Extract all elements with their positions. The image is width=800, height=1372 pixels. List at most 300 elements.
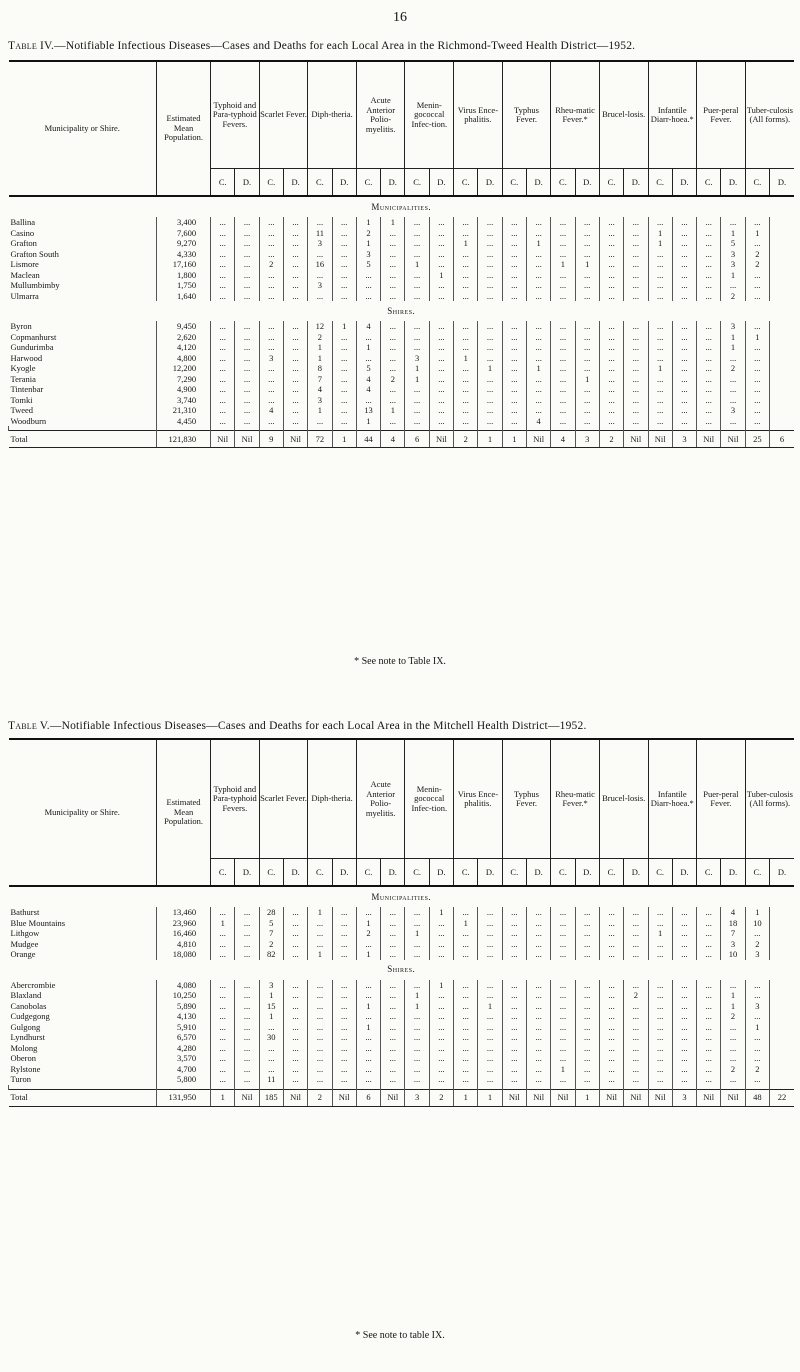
count-cell: ... <box>697 416 721 427</box>
count-cell: ... <box>283 1032 307 1043</box>
count-cell: ... <box>454 1011 478 1022</box>
count-cell: ... <box>672 918 696 929</box>
count-cell: ... <box>478 321 502 332</box>
count-cell: ... <box>429 363 453 374</box>
count-cell: ... <box>551 321 575 332</box>
count-cell: ... <box>259 249 283 260</box>
count-cell: ... <box>624 270 648 281</box>
count-cell: 2 <box>745 249 769 260</box>
count-cell: ... <box>672 238 696 249</box>
count-cell: ... <box>283 353 307 364</box>
count-cell: ... <box>478 1074 502 1085</box>
table-row <box>9 332 795 343</box>
count-cell: 1 <box>478 1001 502 1012</box>
count-cell: ... <box>211 249 235 260</box>
count-cell <box>769 918 794 929</box>
count-cell: ... <box>575 1043 599 1054</box>
count-cell: ... <box>332 342 356 353</box>
count-cell: ... <box>405 280 429 291</box>
population-value: 17,160 <box>157 259 211 270</box>
count-cell: ... <box>745 280 769 291</box>
count-cell: ... <box>381 363 405 374</box>
count-cell: ... <box>381 928 405 939</box>
count-cell: ... <box>745 416 769 427</box>
count-cell: ... <box>672 1022 696 1033</box>
total-cell: 2 <box>429 1089 453 1106</box>
table-row <box>9 291 795 302</box>
count-cell: ... <box>575 353 599 364</box>
count-cell: ... <box>648 416 672 427</box>
count-cell: ... <box>405 1043 429 1054</box>
count-cell: ... <box>745 270 769 281</box>
count-cell: ... <box>624 1022 648 1033</box>
total-cell: 3 <box>672 1089 696 1106</box>
count-cell: ... <box>551 1043 575 1054</box>
count-cell: ... <box>697 918 721 929</box>
count-cell: 28 <box>259 907 283 918</box>
count-cell: ... <box>672 949 696 960</box>
count-cell: ... <box>405 217 429 228</box>
count-cell: 7 <box>721 928 745 939</box>
header-cases: C. <box>405 169 429 197</box>
count-cell: 12 <box>308 321 332 332</box>
header-cases: C. <box>697 859 721 887</box>
count-cell: ... <box>502 939 526 950</box>
count-cell: ... <box>332 280 356 291</box>
header-deaths: D. <box>283 169 307 197</box>
population-value: 5,910 <box>157 1022 211 1033</box>
header-disease: Brucel-losis. <box>599 61 648 169</box>
count-cell: ... <box>454 1053 478 1064</box>
total-cell: Nil <box>721 431 745 448</box>
count-cell: 3 <box>721 939 745 950</box>
count-cell: ... <box>381 1001 405 1012</box>
count-cell: ... <box>235 238 259 249</box>
count-cell: ... <box>624 363 648 374</box>
count-cell: ... <box>405 939 429 950</box>
count-cell <box>769 363 794 374</box>
total-cell: Nil <box>721 1089 745 1106</box>
total-cell: Nil <box>697 431 721 448</box>
count-cell: 5 <box>259 918 283 929</box>
header-deaths: D. <box>235 169 259 197</box>
count-cell: ... <box>672 405 696 416</box>
count-cell: ... <box>211 374 235 385</box>
count-cell: ... <box>283 1043 307 1054</box>
count-cell: ... <box>624 228 648 239</box>
count-cell: ... <box>283 949 307 960</box>
header-population: Estimated Mean Population. <box>157 61 211 196</box>
count-cell: ... <box>624 1074 648 1085</box>
count-cell: ... <box>575 949 599 960</box>
municipality-name: Casino <box>10 227 35 238</box>
count-cell: ... <box>575 342 599 353</box>
count-cell: ... <box>697 384 721 395</box>
total-cell: Nil <box>429 431 453 448</box>
count-cell: ... <box>575 384 599 395</box>
table-row <box>9 928 795 939</box>
count-cell <box>769 384 794 395</box>
count-cell <box>769 332 794 343</box>
count-cell: ... <box>381 353 405 364</box>
total-cell: 6 <box>405 431 429 448</box>
count-cell: ... <box>599 416 623 427</box>
count-cell: ... <box>672 363 696 374</box>
table4-caption <box>8 40 635 52</box>
count-cell: ... <box>624 1032 648 1043</box>
count-cell: ... <box>405 918 429 929</box>
count-cell: 10 <box>745 918 769 929</box>
table-row <box>9 907 795 918</box>
total-cell: Nil <box>235 431 259 448</box>
count-cell: ... <box>672 928 696 939</box>
count-cell: ... <box>624 259 648 270</box>
total-cell: Nil <box>502 1089 526 1106</box>
count-cell: ... <box>429 918 453 929</box>
header-deaths: D. <box>526 859 550 887</box>
count-cell: ... <box>283 928 307 939</box>
count-cell: ... <box>526 395 550 406</box>
count-cell: ... <box>575 1053 599 1064</box>
table5-note: * See note to table IX. <box>355 1330 445 1341</box>
table-row <box>9 949 795 960</box>
population-value: 4,450 <box>157 416 211 427</box>
count-cell: ... <box>235 949 259 960</box>
count-cell: ... <box>429 949 453 960</box>
count-cell: 3 <box>721 259 745 270</box>
count-cell: ... <box>405 332 429 343</box>
count-cell: ... <box>697 907 721 918</box>
count-cell: ... <box>211 1074 235 1085</box>
count-cell: ... <box>551 990 575 1001</box>
count-cell: ... <box>721 1043 745 1054</box>
count-cell: ... <box>648 1032 672 1043</box>
header-deaths: D. <box>235 859 259 887</box>
count-cell: ... <box>575 280 599 291</box>
count-cell: 2 <box>745 259 769 270</box>
count-cell: ... <box>211 280 235 291</box>
header-cases: C. <box>599 859 623 887</box>
header-cases: C. <box>697 169 721 197</box>
count-cell: ... <box>211 1064 235 1075</box>
header-disease: Typhoid and Para-typhoid Fevers. <box>211 61 260 169</box>
header-disease: Scarlet Fever. <box>259 61 308 169</box>
header-disease: Rheu-matic Fever.* <box>551 739 600 859</box>
count-cell: ... <box>502 980 526 991</box>
count-cell: 4 <box>356 374 380 385</box>
count-cell: ... <box>454 990 478 1001</box>
count-cell: ... <box>599 280 623 291</box>
count-cell: ... <box>429 353 453 364</box>
count-cell: ... <box>575 1001 599 1012</box>
count-cell: ... <box>429 280 453 291</box>
count-cell: ... <box>624 1043 648 1054</box>
count-cell: ... <box>332 918 356 929</box>
count-cell <box>769 270 794 281</box>
count-cell: ... <box>575 990 599 1001</box>
count-cell: ... <box>405 342 429 353</box>
count-cell: ... <box>235 291 259 302</box>
count-cell: ... <box>454 907 478 918</box>
count-cell: ... <box>259 228 283 239</box>
count-cell: ... <box>697 321 721 332</box>
header-disease: Menin-gococcal Infec-tion. <box>405 739 454 859</box>
count-cell: ... <box>478 1011 502 1022</box>
count-cell: ... <box>235 1022 259 1033</box>
header-cases: C. <box>259 169 283 197</box>
total-cell: 2 <box>599 431 623 448</box>
header-cases: C. <box>454 859 478 887</box>
municipality-name: Grafton <box>10 238 37 248</box>
count-cell: ... <box>526 291 550 302</box>
count-cell: 1 <box>526 363 550 374</box>
total-population: 121,830 <box>157 431 211 448</box>
count-cell: ... <box>745 363 769 374</box>
count-cell: ... <box>259 1064 283 1075</box>
count-cell: ... <box>502 1043 526 1054</box>
count-cell: ... <box>575 1011 599 1022</box>
total-population: 131,950 <box>157 1089 211 1106</box>
count-cell: ... <box>478 1032 502 1043</box>
count-cell: ... <box>454 1001 478 1012</box>
population-value: 4,800 <box>157 353 211 364</box>
count-cell: 10 <box>721 949 745 960</box>
count-cell: ... <box>381 907 405 918</box>
population-value: 4,120 <box>157 342 211 353</box>
count-cell: 1 <box>405 1001 429 1012</box>
count-cell: ... <box>526 249 550 260</box>
total-cell: 1 <box>478 1089 502 1106</box>
count-cell: ... <box>308 939 332 950</box>
count-cell: ... <box>526 353 550 364</box>
count-cell: ... <box>624 1001 648 1012</box>
count-cell: ... <box>405 270 429 281</box>
header-municipality: Municipality or Shire. <box>44 122 120 133</box>
header-disease: Virus Ence-phalitis. <box>454 61 503 169</box>
count-cell: ... <box>429 228 453 239</box>
count-cell: ... <box>575 1032 599 1043</box>
count-cell: ... <box>235 1001 259 1012</box>
count-cell: ... <box>211 270 235 281</box>
count-cell: 2 <box>721 291 745 302</box>
table-row <box>9 1001 795 1012</box>
count-cell: ... <box>429 990 453 1001</box>
count-cell <box>769 1064 794 1075</box>
count-cell: ... <box>526 1064 550 1075</box>
count-cell: ... <box>526 217 550 228</box>
count-cell: 1 <box>721 990 745 1001</box>
count-cell: ... <box>235 374 259 385</box>
count-cell: ... <box>429 928 453 939</box>
count-cell: ... <box>502 907 526 918</box>
count-cell <box>769 949 794 960</box>
count-cell: ... <box>745 1043 769 1054</box>
count-cell: ... <box>551 395 575 406</box>
population-value: 2,620 <box>157 332 211 343</box>
count-cell: ... <box>405 949 429 960</box>
header-cases: C. <box>648 169 672 197</box>
count-cell: ... <box>599 384 623 395</box>
count-cell: ... <box>502 405 526 416</box>
count-cell: ... <box>211 928 235 939</box>
count-cell: ... <box>526 405 550 416</box>
count-cell: ... <box>405 228 429 239</box>
count-cell: ... <box>381 259 405 270</box>
count-cell: ... <box>259 1043 283 1054</box>
count-cell: ... <box>551 928 575 939</box>
count-cell: ... <box>478 939 502 950</box>
count-cell: ... <box>697 1032 721 1043</box>
count-cell: ... <box>429 238 453 249</box>
population-value: 1,640 <box>157 291 211 302</box>
population-value: 4,900 <box>157 384 211 395</box>
count-cell: ... <box>381 1022 405 1033</box>
count-cell: ... <box>745 990 769 1001</box>
count-cell: ... <box>672 342 696 353</box>
count-cell: ... <box>454 291 478 302</box>
count-cell: ... <box>259 395 283 406</box>
header-deaths: D. <box>575 859 599 887</box>
count-cell: ... <box>211 907 235 918</box>
count-cell: ... <box>454 395 478 406</box>
count-cell: ... <box>454 1064 478 1075</box>
population-value: 3,400 <box>157 217 211 228</box>
count-cell: ... <box>211 363 235 374</box>
count-cell: 1 <box>551 1064 575 1075</box>
population-value: 9,270 <box>157 238 211 249</box>
count-cell: ... <box>599 1032 623 1043</box>
total-cell: Nil <box>381 1089 405 1106</box>
count-cell: ... <box>575 363 599 374</box>
count-cell: ... <box>697 332 721 343</box>
count-cell: ... <box>648 1074 672 1085</box>
count-cell: ... <box>526 928 550 939</box>
count-cell: ... <box>672 395 696 406</box>
header-disease: Rheu-matic Fever.* <box>551 61 600 169</box>
count-cell: ... <box>721 1022 745 1033</box>
municipality-name: Gundurimba <box>10 342 54 352</box>
count-cell: ... <box>672 228 696 239</box>
count-cell: ... <box>308 270 332 281</box>
count-cell: ... <box>599 249 623 260</box>
count-cell: ... <box>697 217 721 228</box>
count-cell: 3 <box>405 353 429 364</box>
count-cell: 3 <box>745 1001 769 1012</box>
count-cell: ... <box>405 395 429 406</box>
count-cell: ... <box>502 270 526 281</box>
total-cell: 3 <box>405 1089 429 1106</box>
count-cell: ... <box>575 332 599 343</box>
count-cell: ... <box>211 1022 235 1033</box>
population-value: 4,280 <box>157 1043 211 1054</box>
table-row <box>9 1053 795 1064</box>
count-cell: ... <box>454 405 478 416</box>
municipality-name: Tweed <box>10 405 34 415</box>
count-cell: ... <box>211 1032 235 1043</box>
municipality-name: Woodburn <box>10 415 47 426</box>
count-cell: ... <box>624 1053 648 1064</box>
count-cell: ... <box>235 321 259 332</box>
header-deaths: D. <box>283 859 307 887</box>
count-cell: ... <box>478 353 502 364</box>
municipality-name: Byron <box>10 321 32 331</box>
table4-note: * See note to Table IX. <box>354 656 446 667</box>
count-cell: ... <box>381 1011 405 1022</box>
count-cell: ... <box>211 291 235 302</box>
count-cell: ... <box>697 270 721 281</box>
count-cell: 1 <box>721 332 745 343</box>
count-cell: ... <box>648 342 672 353</box>
count-cell: ... <box>526 1053 550 1064</box>
count-cell: ... <box>332 1064 356 1075</box>
count-cell: 2 <box>624 990 648 1001</box>
count-cell: ... <box>235 342 259 353</box>
count-cell: 1 <box>575 374 599 385</box>
count-cell: 4 <box>526 416 550 427</box>
header-disease: Typhus Fever. <box>502 61 551 169</box>
count-cell: ... <box>283 259 307 270</box>
total-cell: 4 <box>381 431 405 448</box>
table-row <box>9 384 795 395</box>
table-row <box>9 249 795 260</box>
count-cell: ... <box>599 259 623 270</box>
count-cell: ... <box>332 990 356 1001</box>
count-cell: ... <box>356 270 380 281</box>
count-cell: ... <box>721 1032 745 1043</box>
count-cell: ... <box>283 1053 307 1064</box>
count-cell: ... <box>454 949 478 960</box>
total-cell: Nil <box>648 1089 672 1106</box>
header-deaths: D. <box>624 859 648 887</box>
count-cell: ... <box>211 395 235 406</box>
total-cell: Nil <box>283 431 307 448</box>
count-cell: ... <box>672 416 696 427</box>
count-cell: ... <box>283 1011 307 1022</box>
header-disease: Tuber-culosis (All forms). <box>745 739 794 859</box>
count-cell: ... <box>624 384 648 395</box>
total-cell: Nil <box>624 431 648 448</box>
count-cell: ... <box>211 321 235 332</box>
count-cell: ... <box>502 990 526 1001</box>
count-cell: ... <box>478 259 502 270</box>
count-cell: ... <box>648 249 672 260</box>
count-cell: ... <box>332 1011 356 1022</box>
count-cell: ... <box>745 1074 769 1085</box>
count-cell: ... <box>575 249 599 260</box>
count-cell: 1 <box>259 1011 283 1022</box>
count-cell: 5 <box>721 238 745 249</box>
population-value: 1,800 <box>157 270 211 281</box>
count-cell: 2 <box>721 1011 745 1022</box>
count-cell: ... <box>332 228 356 239</box>
count-cell: ... <box>551 980 575 991</box>
count-cell: ... <box>624 217 648 228</box>
count-cell: ... <box>283 1074 307 1085</box>
total-cell: 2 <box>308 1089 332 1106</box>
header-deaths: D. <box>429 859 453 887</box>
population-value: 7,290 <box>157 374 211 385</box>
count-cell: ... <box>429 1001 453 1012</box>
count-cell: ... <box>672 291 696 302</box>
count-cell: 3 <box>308 238 332 249</box>
total-cell: Nil <box>624 1089 648 1106</box>
count-cell: 13 <box>356 405 380 416</box>
count-cell: ... <box>259 374 283 385</box>
count-cell: ... <box>599 217 623 228</box>
municipality-name: Canobolas <box>10 1000 47 1011</box>
count-cell: 16 <box>308 259 332 270</box>
table-row <box>9 353 795 364</box>
